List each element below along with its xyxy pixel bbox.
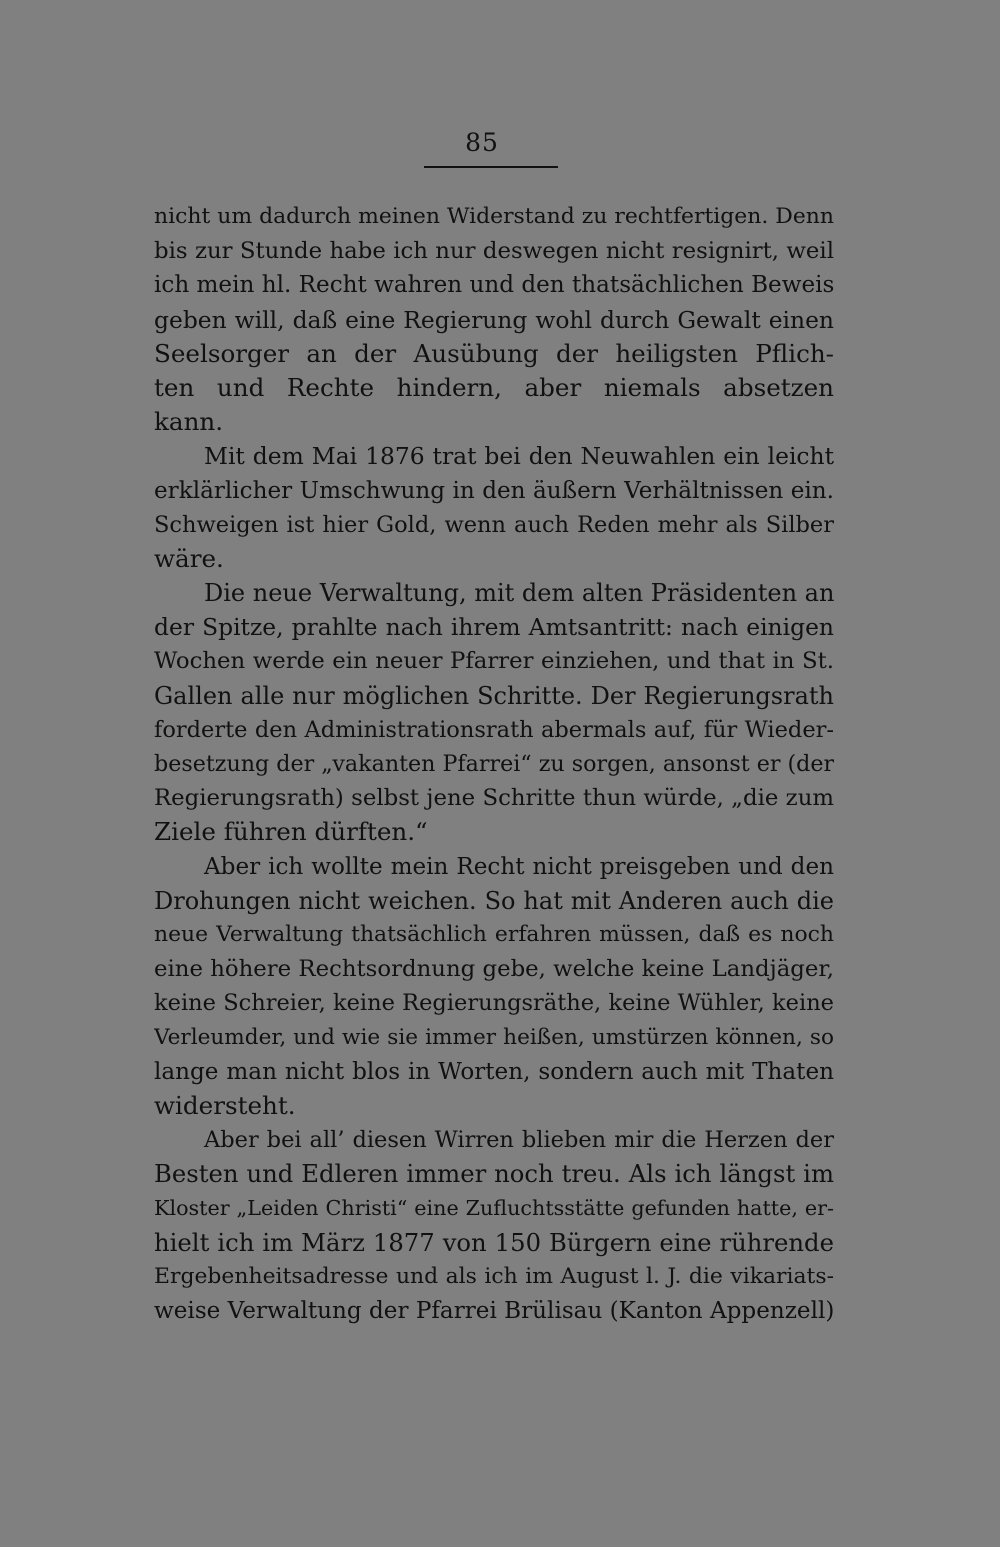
text-line: weise Verwaltung der Pfarrei Brülisau (Kanton Appenzell) xyxy=(154,1298,834,1324)
text-line: forderte den Administrationsrath abermals auf, für Wieder- xyxy=(154,716,834,743)
text-line: Regierungsrath) selbst jene Schritte thun würde, „die zum xyxy=(154,785,834,812)
text-line: ich mein hl. Recht wahren und den thatsächlichen Beweis xyxy=(154,272,834,299)
text-line: Drohungen nicht weichen. So hat mit Anderen auch die xyxy=(154,886,834,915)
text-line: wäre. xyxy=(154,543,224,573)
text-line: ten und Rechte hindern, aber niemals absetzen xyxy=(154,372,834,402)
text-line: widersteht. xyxy=(154,1090,296,1120)
text-line: besetzung der „vakanten Pfarrei“ zu sorgen, ansonst er (der xyxy=(154,751,834,777)
header-rule xyxy=(424,166,558,168)
text-line: kann. xyxy=(154,407,224,437)
text-line: Ziele führen dürften.“ xyxy=(154,817,428,847)
text-line: Gallen alle nur möglichen Schritte. Der Regierungsrath xyxy=(154,681,834,710)
text-line: lange man nicht blos in Worten, sondern auch mit Thaten xyxy=(154,1058,834,1085)
text-line: Mit dem Mai 1876 trat bei den Neuwahlen ein leicht xyxy=(204,442,834,471)
text-line: geben will, daß eine Regierung wohl durch Gewalt einen xyxy=(154,305,834,334)
text-line: erklärlicher Umschwung in den äußern Verhältnissen ein. xyxy=(154,477,834,504)
text-line: Verleumder, und wie sie immer heißen, umstürzen können, so xyxy=(154,1024,834,1050)
text-line: hielt ich im März 1877 von 150 Bürgern eine rührende xyxy=(154,1227,834,1257)
text-line: Seelsorger an der Ausübung der heiligsten Pflich- xyxy=(154,338,834,368)
text-line: bis zur Stunde habe ich nur deswegen nicht resignirt, weil xyxy=(154,238,834,265)
text-line: keine Schreier, keine Regierungsräthe, keine Wühler, keine xyxy=(154,990,834,1017)
body-text xyxy=(154,200,834,1328)
text-line: Aber bei all’ diesen Wirren blieben mir die Herzen der xyxy=(204,1127,834,1154)
text-line: nicht um dadurch meinen Widerstand zu rechtfertigen. Denn xyxy=(154,204,834,229)
text-line: neue Verwaltung thatsächlich erfahren müssen, daß es noch xyxy=(154,921,834,947)
text-line: Ergebenheitsadresse und als ich im August l. J. die vikariats- xyxy=(154,1263,834,1289)
text-line: Aber ich wollte mein Recht nicht preisgeben und den xyxy=(204,853,834,880)
text-line: Schweigen ist hier Gold, wenn auch Reden mehr als Silber xyxy=(154,511,834,538)
text-line: Besten und Edleren immer noch treu. Als ich längst im xyxy=(154,1159,834,1189)
text-line: eine höhere Rechtsordnung gebe, welche keine Landjäger, xyxy=(154,956,834,983)
page-number: 85 xyxy=(465,128,499,157)
text-line: Die neue Verwaltung, mit dem alten Präsidenten an xyxy=(204,579,834,608)
text-line: der Spitze, prahlte nach ihrem Amtsantritt: nach einigen xyxy=(154,613,834,642)
text-line: Wochen werde ein neuer Pfarrer einziehen, und that in St. xyxy=(154,648,834,675)
text-line: Kloster „Leiden Christi“ eine Zufluchtsstätte gefunden hatte, er- xyxy=(154,1196,834,1221)
